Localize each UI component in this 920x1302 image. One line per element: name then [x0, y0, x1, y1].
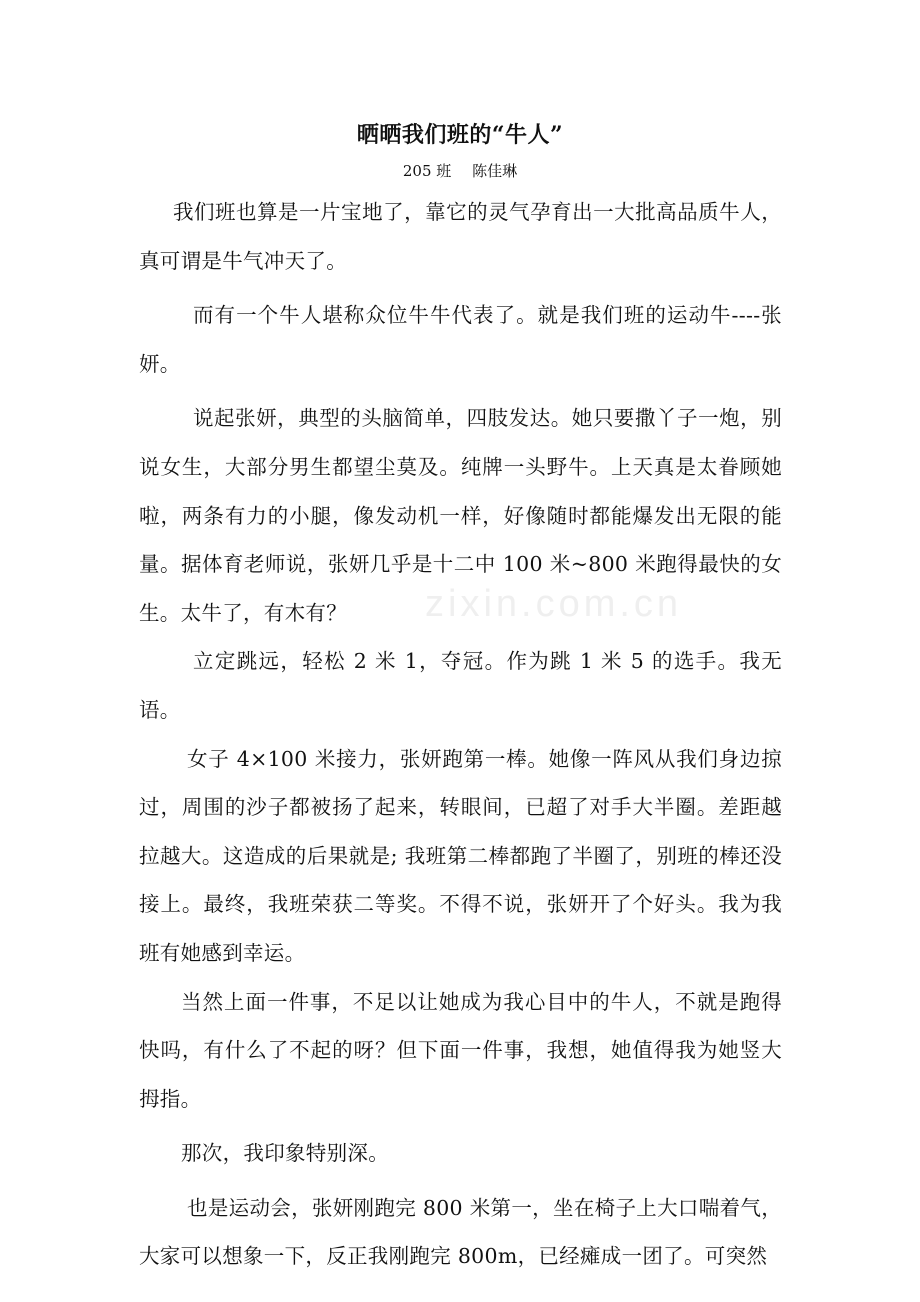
document-body [139, 188, 782, 1281]
paragraph-8: 也是运动会，张妍刚跑完 800 米第一，坐在椅子上大口喘着气，大家可以想象一下，反正我刚跑完 800m，已经瘫成一团了。可突然 [139, 1195, 782, 1269]
paragraph-2: 而有一个牛人堪称众位牛牛代表了。就是我们班的运动牛----张妍。 [139, 303, 782, 376]
paragraph-3: 说起张妍，典型的头脑简单，四肢发达。她只要撒丫子一炮，别说女生，大部分男生都望尘莫及。纯牌一头野牛。上天真是太眷顾她啦，两条有力的小腿，像发动机一样，好像随时都能爆发出无限的能量。据体育老师说，张妍几乎是十二中 100 米~800 米跑得最快的女生。太牛了，有木有？ [139, 406, 782, 625]
byline [0, 160, 920, 181]
document-title: 晒晒我们班的“牛人” [356, 122, 564, 148]
paragraph-7: 那次，我印象特别深。 [181, 1141, 389, 1166]
paragraph-4: 立定跳远，轻松 2 米 1，夺冠。作为跳 1 米 5 的选手。我无语。 [139, 649, 782, 722]
watermark-text: zixin.com.cn [425, 583, 683, 625]
paragraph-5: 女子 4×100 米接力，张妍跑第一棒。她像一阵风从我们身边掠过，周围的沙子都被扬了起来，转眼间，已超了对手大半圈。差距越拉越大。这造成的后果就是; 我班第二棒都跑了半圈了，别班的棒还没接上。最终，我班荣获二等奖。不得不说，张妍开了个好头。我为我班有她感到幸运。 [139, 746, 782, 965]
author-name: 陈佳琳 [472, 162, 518, 180]
class-name: 205 班 [402, 162, 452, 180]
paragraph-6: 当然上面一件事，不足以让她成为我心目中的牛人，不就是跑得快吗，有什么了不起的呀？但下面一件事，我想，她值得我为她竖大拇指。 [139, 989, 782, 1111]
paragraph-1: 我们班也算是一片宝地了，靠它的灵气孕育出一大批高品质牛人，真可谓是牛气冲天了。 [139, 200, 782, 273]
